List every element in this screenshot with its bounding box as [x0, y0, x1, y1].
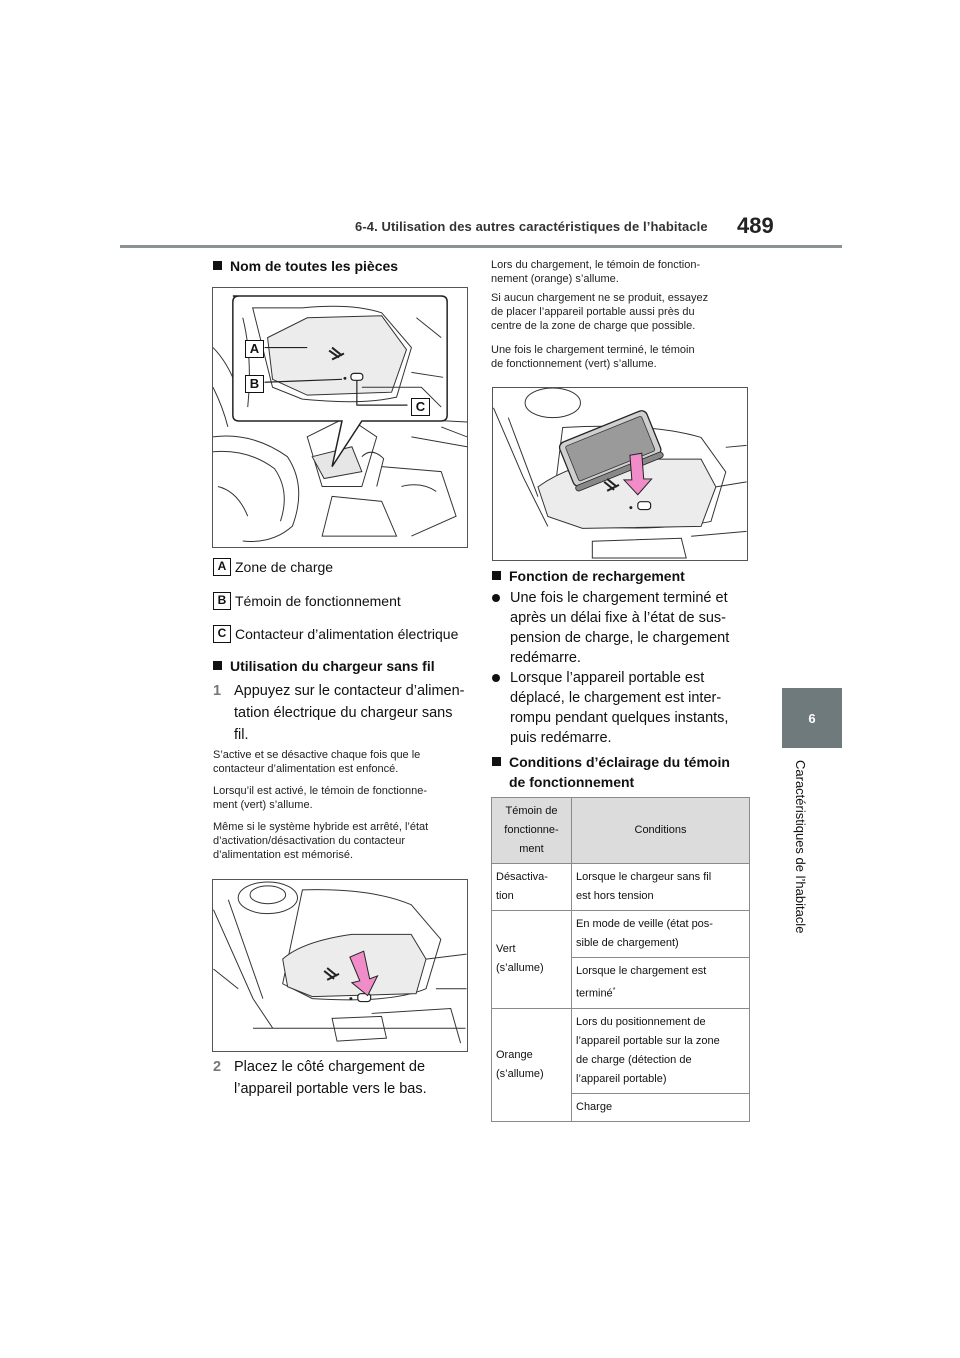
note-no-charge [491, 291, 753, 333]
table-header-indicator [492, 798, 572, 864]
legend-charge-zone [213, 558, 333, 576]
table-header-line: ment [519, 843, 544, 855]
chapter-title: Caractéristiques de l’habitacle [793, 760, 808, 934]
square-bullet-icon [213, 261, 222, 270]
heading-recharge-text: Fonction de rechargement [509, 568, 685, 584]
note-line: Lorsqu’il est activé, le témoin de fonctionne- [213, 785, 428, 797]
legend-text-c: Contacteur d’alimentation électrique [235, 626, 459, 642]
footnote-marker: * [612, 987, 616, 994]
table-cell-orange-charge: Charge [572, 1093, 750, 1121]
label-a: A [245, 340, 264, 358]
note-line: de placer l’appareil portable aussi près du [491, 306, 695, 318]
header-rule [120, 245, 842, 248]
heading-parts-text: Nom de toutes les pièces [230, 258, 399, 274]
square-bullet-icon [492, 757, 501, 766]
note-orange [491, 258, 753, 286]
heading-conditions-line: de fonctionnement [509, 774, 635, 790]
heading-conditions-line: Conditions d’éclairage du témoin [509, 754, 730, 770]
note-line: Si aucun chargement ne se produit, essayez [491, 292, 709, 304]
figure-place-device-drawing [493, 388, 747, 560]
table-cell-line: Lorsque le chargement est [576, 965, 707, 977]
step-2-line: Placez le côté chargement de [234, 1059, 426, 1075]
note-line: Même si le système hybride est arrêté, l’état [213, 821, 429, 833]
step-1-number: 1 [213, 683, 222, 699]
step-2 [213, 1057, 473, 1099]
note-line: Une fois le chargement terminé, le témoin [491, 344, 695, 356]
square-bullet-icon [492, 571, 501, 580]
note-line: de fonctionnement (vert) s’allume. [491, 358, 657, 370]
table-cell-off [492, 864, 572, 911]
figure-parts-drawing [213, 288, 467, 547]
table-row [492, 864, 750, 911]
figure-place-device [492, 387, 748, 561]
heading-parts [213, 256, 398, 276]
step-1-line: Appuyez sur le contacteur d’alimen- [234, 683, 465, 699]
table-cell-line: Lorsque le chargeur sans fil [576, 871, 712, 883]
table-cell-line: Orange [496, 1048, 533, 1061]
legend-power-switch [213, 625, 458, 643]
page-number: 489 [737, 213, 774, 238]
note-toggle [213, 748, 473, 776]
figure-parts [212, 287, 468, 548]
step-1 [213, 681, 473, 745]
section-title: 6-4. Utilisation des autres caractéristiques de l’habitacle [355, 219, 708, 234]
bullet-line: redémarre. [510, 650, 581, 666]
table-cell-line: sible de chargement) [576, 937, 679, 949]
figure-press-switch-drawing [213, 880, 467, 1051]
table-row [492, 1008, 750, 1093]
table-header-row [492, 798, 750, 864]
label-b: B [245, 375, 264, 393]
table-header-line: fonctionne- [504, 824, 559, 836]
table-cell-line: Désactiva- [496, 871, 548, 883]
table-cell-line: est hors tension [576, 890, 654, 902]
bullet-line: après un délai fixe à l’état de sus- [510, 610, 727, 626]
legend-key-a: A [213, 558, 231, 576]
figure-press-switch [212, 879, 468, 1052]
bullet-line: pension de charge, le chargement [510, 630, 730, 646]
bullet-line: puis redémarre. [510, 730, 612, 746]
note-line: ment (vert) s’allume. [213, 799, 313, 811]
table-cell-line: de charge (détection de [576, 1053, 692, 1066]
legend-key-c: C [213, 625, 231, 643]
bullet-dot-icon [492, 594, 500, 602]
step-1-line: tation électrique du chargeur sans [234, 705, 453, 721]
heading-recharge [492, 566, 685, 586]
note-line: contacteur d’alimentation est enfoncé. [213, 763, 399, 775]
table-cell-orange-detect [572, 1008, 750, 1093]
note-memorized [213, 820, 473, 862]
table-cell-off-condition [572, 864, 750, 911]
legend-text-b: Témoin de fonctionnement [235, 593, 401, 609]
note-activated [213, 784, 473, 812]
bullet-line: rompu pendant quelques instants, [510, 710, 729, 726]
chapter-tab: 6 [782, 688, 842, 748]
table-cell-line: l’appareil portable sur la zone [576, 1034, 720, 1047]
note-line: centre de la zone de charge que possible. [491, 320, 696, 332]
bullet-line: Une fois le chargement terminé et [510, 590, 728, 606]
bullet-line: Lorsque l’appareil portable est [510, 670, 705, 686]
table-cell-line: terminé [576, 987, 613, 1000]
table-cell-line: Lors du positionnement de [576, 1015, 706, 1028]
bullet-line: déplacé, le chargement est inter- [510, 690, 722, 706]
legend-key-b: B [213, 592, 231, 610]
table-cell-line: (s’allume) [496, 1067, 544, 1080]
table-cell-green [492, 911, 572, 1009]
table-cell-orange [492, 1008, 572, 1121]
step-2-line: l’appareil portable vers le bas. [234, 1081, 427, 1097]
bullet-dot-icon [492, 674, 500, 682]
note-line: d’alimentation est mémorisé. [213, 849, 354, 861]
table-cell-line: En mode de veille (état pos- [576, 918, 713, 930]
bullet-device-moved [492, 668, 754, 748]
legend-operation-indicator [213, 592, 401, 610]
note-line: S’active et se désactive chaque fois que le [213, 749, 421, 761]
label-c: C [411, 398, 430, 416]
table-cell-green-complete [572, 958, 750, 1009]
table-cell-line: Vert [496, 943, 516, 956]
note-line: nement (orange) s’allume. [491, 273, 619, 285]
heading-usage-text: Utilisation du chargeur sans fil [230, 658, 435, 674]
legend-text-a: Zone de charge [235, 559, 334, 575]
table-cell-line: l’appareil portable) [576, 1072, 667, 1085]
note-green [491, 343, 753, 371]
table-cell-green-standby [572, 911, 750, 958]
table-cell-line: (s’allume) [496, 962, 544, 975]
note-line: Lors du chargement, le témoin de fonction- [491, 259, 701, 271]
heading-usage [213, 656, 435, 676]
step-2-number: 2 [213, 1059, 222, 1075]
step-1-line: fil. [234, 727, 249, 743]
square-bullet-icon [213, 661, 222, 670]
table-header-conditions: Conditions [572, 798, 750, 864]
indicator-conditions-table [491, 797, 750, 1122]
table-row [492, 911, 750, 958]
heading-conditions [492, 752, 730, 792]
bullet-recharge-restart [492, 588, 754, 668]
table-header-line: Témoin de [505, 805, 558, 817]
table-cell-line: tion [496, 890, 514, 902]
note-line: d’activation/désactivation du contacteur [213, 835, 406, 847]
